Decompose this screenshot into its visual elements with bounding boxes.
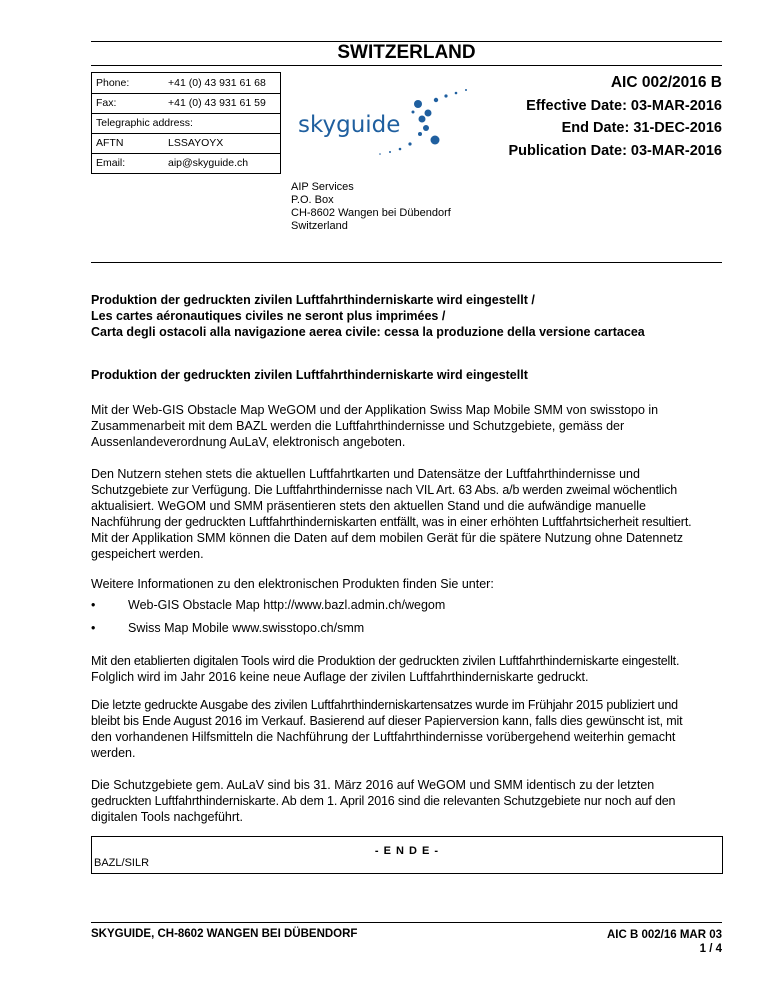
bullet-text: Swiss Map Mobile www.swisstopo.ch/smm — [128, 621, 365, 635]
skyguide-logo-graphic — [296, 86, 496, 166]
aftn-value: LSSAYOYX — [168, 137, 224, 149]
aftn-label: AFTN — [96, 137, 124, 149]
address-line: P.O. Box — [291, 194, 334, 206]
text-line: Nachführung der gedruckten Luftfahrthinderniskarten entfällt, was in einer erhöhten Luftfahrtsicherheit resultiert. — [91, 515, 692, 529]
header-bottom-rule — [91, 262, 722, 263]
title-it: Carta degli ostacoli alla navigazione aerea civile: cessa la produzione della versione cartacea — [91, 325, 645, 339]
page-number: 1 / 4 — [699, 943, 722, 955]
email-label: Email: — [96, 157, 126, 169]
bullet-text: Web-GIS Obstacle Map http://www.bazl.admin.ch/wegom — [128, 598, 446, 612]
originator: BAZL/SILR — [94, 857, 150, 869]
skyguide-logo — [296, 86, 496, 166]
fax-value: +41 (0) 43 931 61 59 — [168, 97, 266, 109]
document-title — [91, 292, 645, 340]
logo-wordmark: skyguide — [298, 112, 401, 138]
country-title: SWITZERLAND — [337, 42, 476, 63]
text-line: gedruckten Luftfahrthinderniskarte. Ab dem 1. April 2016 sind die relevanten Schutzgebiete nur noch auf den — [91, 794, 676, 808]
list-item — [91, 598, 691, 614]
paragraph-3 — [91, 576, 725, 592]
telegraphic-label: Telegraphic address: — [96, 117, 193, 129]
postal-address — [291, 181, 451, 233]
text-line: Mit der Applikation SMM können die Daten auf dem mobilen Gerät für die spätere Nutzung ohne Datennetz — [91, 531, 684, 545]
fax-label: Fax: — [96, 97, 117, 109]
title-underline — [91, 65, 722, 66]
footer-publisher: SKYGUIDE, CH-8602 WANGEN BEI DÜBENDORF — [91, 928, 358, 940]
end-marker: - E N D E - — [374, 845, 440, 857]
text-line: den vorhandenen Hilfsmitteln die Nachführung der Luftfahrthindernisse vorübergehend weiterhin gemacht — [91, 730, 676, 744]
text-line: aktualisiert. WeGOM und SMM präsentieren stets den aktuellen Stand und die aufwändige manuelle — [91, 499, 646, 513]
contact-row-telegraphic — [92, 113, 280, 134]
aic-info — [508, 72, 722, 162]
phone-value: +41 (0) 43 931 61 68 — [168, 77, 266, 89]
address-line: AIP Services — [291, 181, 354, 193]
end-date: End Date: 31-DEC-2016 — [561, 120, 722, 136]
aic-number: AIC 002/2016 B — [610, 74, 722, 91]
effective-date: Effective Date: 03-MAR-2016 — [526, 97, 722, 114]
contact-table — [91, 72, 281, 174]
text-line: Den Nutzern stehen stets die aktuellen Luftfahrtkarten und Datensätze der Luftfahrthindernisse und — [91, 467, 640, 481]
text-line: Weitere Informationen zu den elektronischen Produkten finden Sie unter: — [91, 577, 494, 591]
text-line: Die Schutzgebiete gem. AuLaV sind bis 31. März 2016 auf WeGOM und SMM identisch zu der letzten — [91, 778, 655, 792]
contact-row-phone — [92, 73, 280, 94]
title-fr: Les cartes aéronautiques civiles ne seront plus imprimées / — [91, 309, 446, 323]
text-line: Mit den etablierten digitalen Tools wird die Produktion der gedruckten zivilen Luftfahrthinderniskarte eingestellt. — [91, 654, 680, 668]
text-line: Zusammenarbeit mit dem BAZL werden die Luftfahrthindernisse und Schutzgebiete, gemäss der — [91, 419, 625, 433]
contact-row-email — [92, 153, 280, 173]
text-line: digitalen Tools nachgeführt. — [91, 810, 243, 824]
text-line: Mit der Web-GIS Obstacle Map WeGOM und der Applikation Swiss Map Mobile SMM von swisstopo in — [91, 403, 659, 417]
bullet-icon: • — [91, 598, 96, 612]
text-line: Die letzte gedruckte Ausgabe des zivilen Luftfahrthinderniskartensatzes wurde im Frühjahr 2015 publiziert und — [91, 698, 678, 712]
contact-row-fax — [92, 93, 280, 114]
paragraph-5 — [91, 697, 725, 761]
paragraph-6 — [91, 777, 725, 825]
phone-label: Phone: — [96, 77, 130, 89]
footer-reference — [607, 928, 722, 956]
end-box — [91, 836, 723, 874]
text-line: werden. — [91, 746, 136, 760]
address-line: Switzerland — [291, 220, 348, 232]
bullet-icon: • — [91, 621, 96, 635]
paragraph-2 — [91, 466, 725, 562]
contact-row-aftn — [92, 133, 280, 154]
footer-rule — [91, 922, 722, 923]
list-item — [91, 621, 691, 637]
paragraph-4 — [91, 653, 725, 685]
text-line: Aussenlandeverordnung AuLaV, elektronisch angeboten. — [91, 435, 406, 449]
email-value: aip@skyguide.ch — [168, 157, 249, 169]
publication-date: Publication Date: 03-MAR-2016 — [508, 142, 722, 159]
text-line: Folglich wird im Jahr 2016 keine neue Auflage der zivilen Luftfahrthinderniskarte gedruckt. — [91, 670, 589, 684]
text-line: gespeichert werden. — [91, 547, 204, 561]
paragraph-1 — [91, 402, 725, 450]
title-de: Produktion der gedruckten zivilen Luftfahrthinderniskarte wird eingestellt / — [91, 293, 535, 307]
section-heading: Produktion der gedruckten zivilen Luftfahrthinderniskarte wird eingestellt — [91, 368, 528, 382]
text-line: Schutzgebiete zur Verfügung. Die Luftfahrthindernisse nach VIL Art. 63 Abs. a/b werden zweimal wöchentlich — [91, 483, 678, 497]
address-line: CH-8602 Wangen bei Dübendorf — [291, 207, 451, 219]
footer-ref: AIC B 002/16 MAR 03 — [606, 929, 722, 941]
text-line: bleibt bis Ende August 2016 im Verkauf. Basierend auf dieser Papierversion kann, falls dies gewünscht ist, mit — [91, 714, 683, 728]
